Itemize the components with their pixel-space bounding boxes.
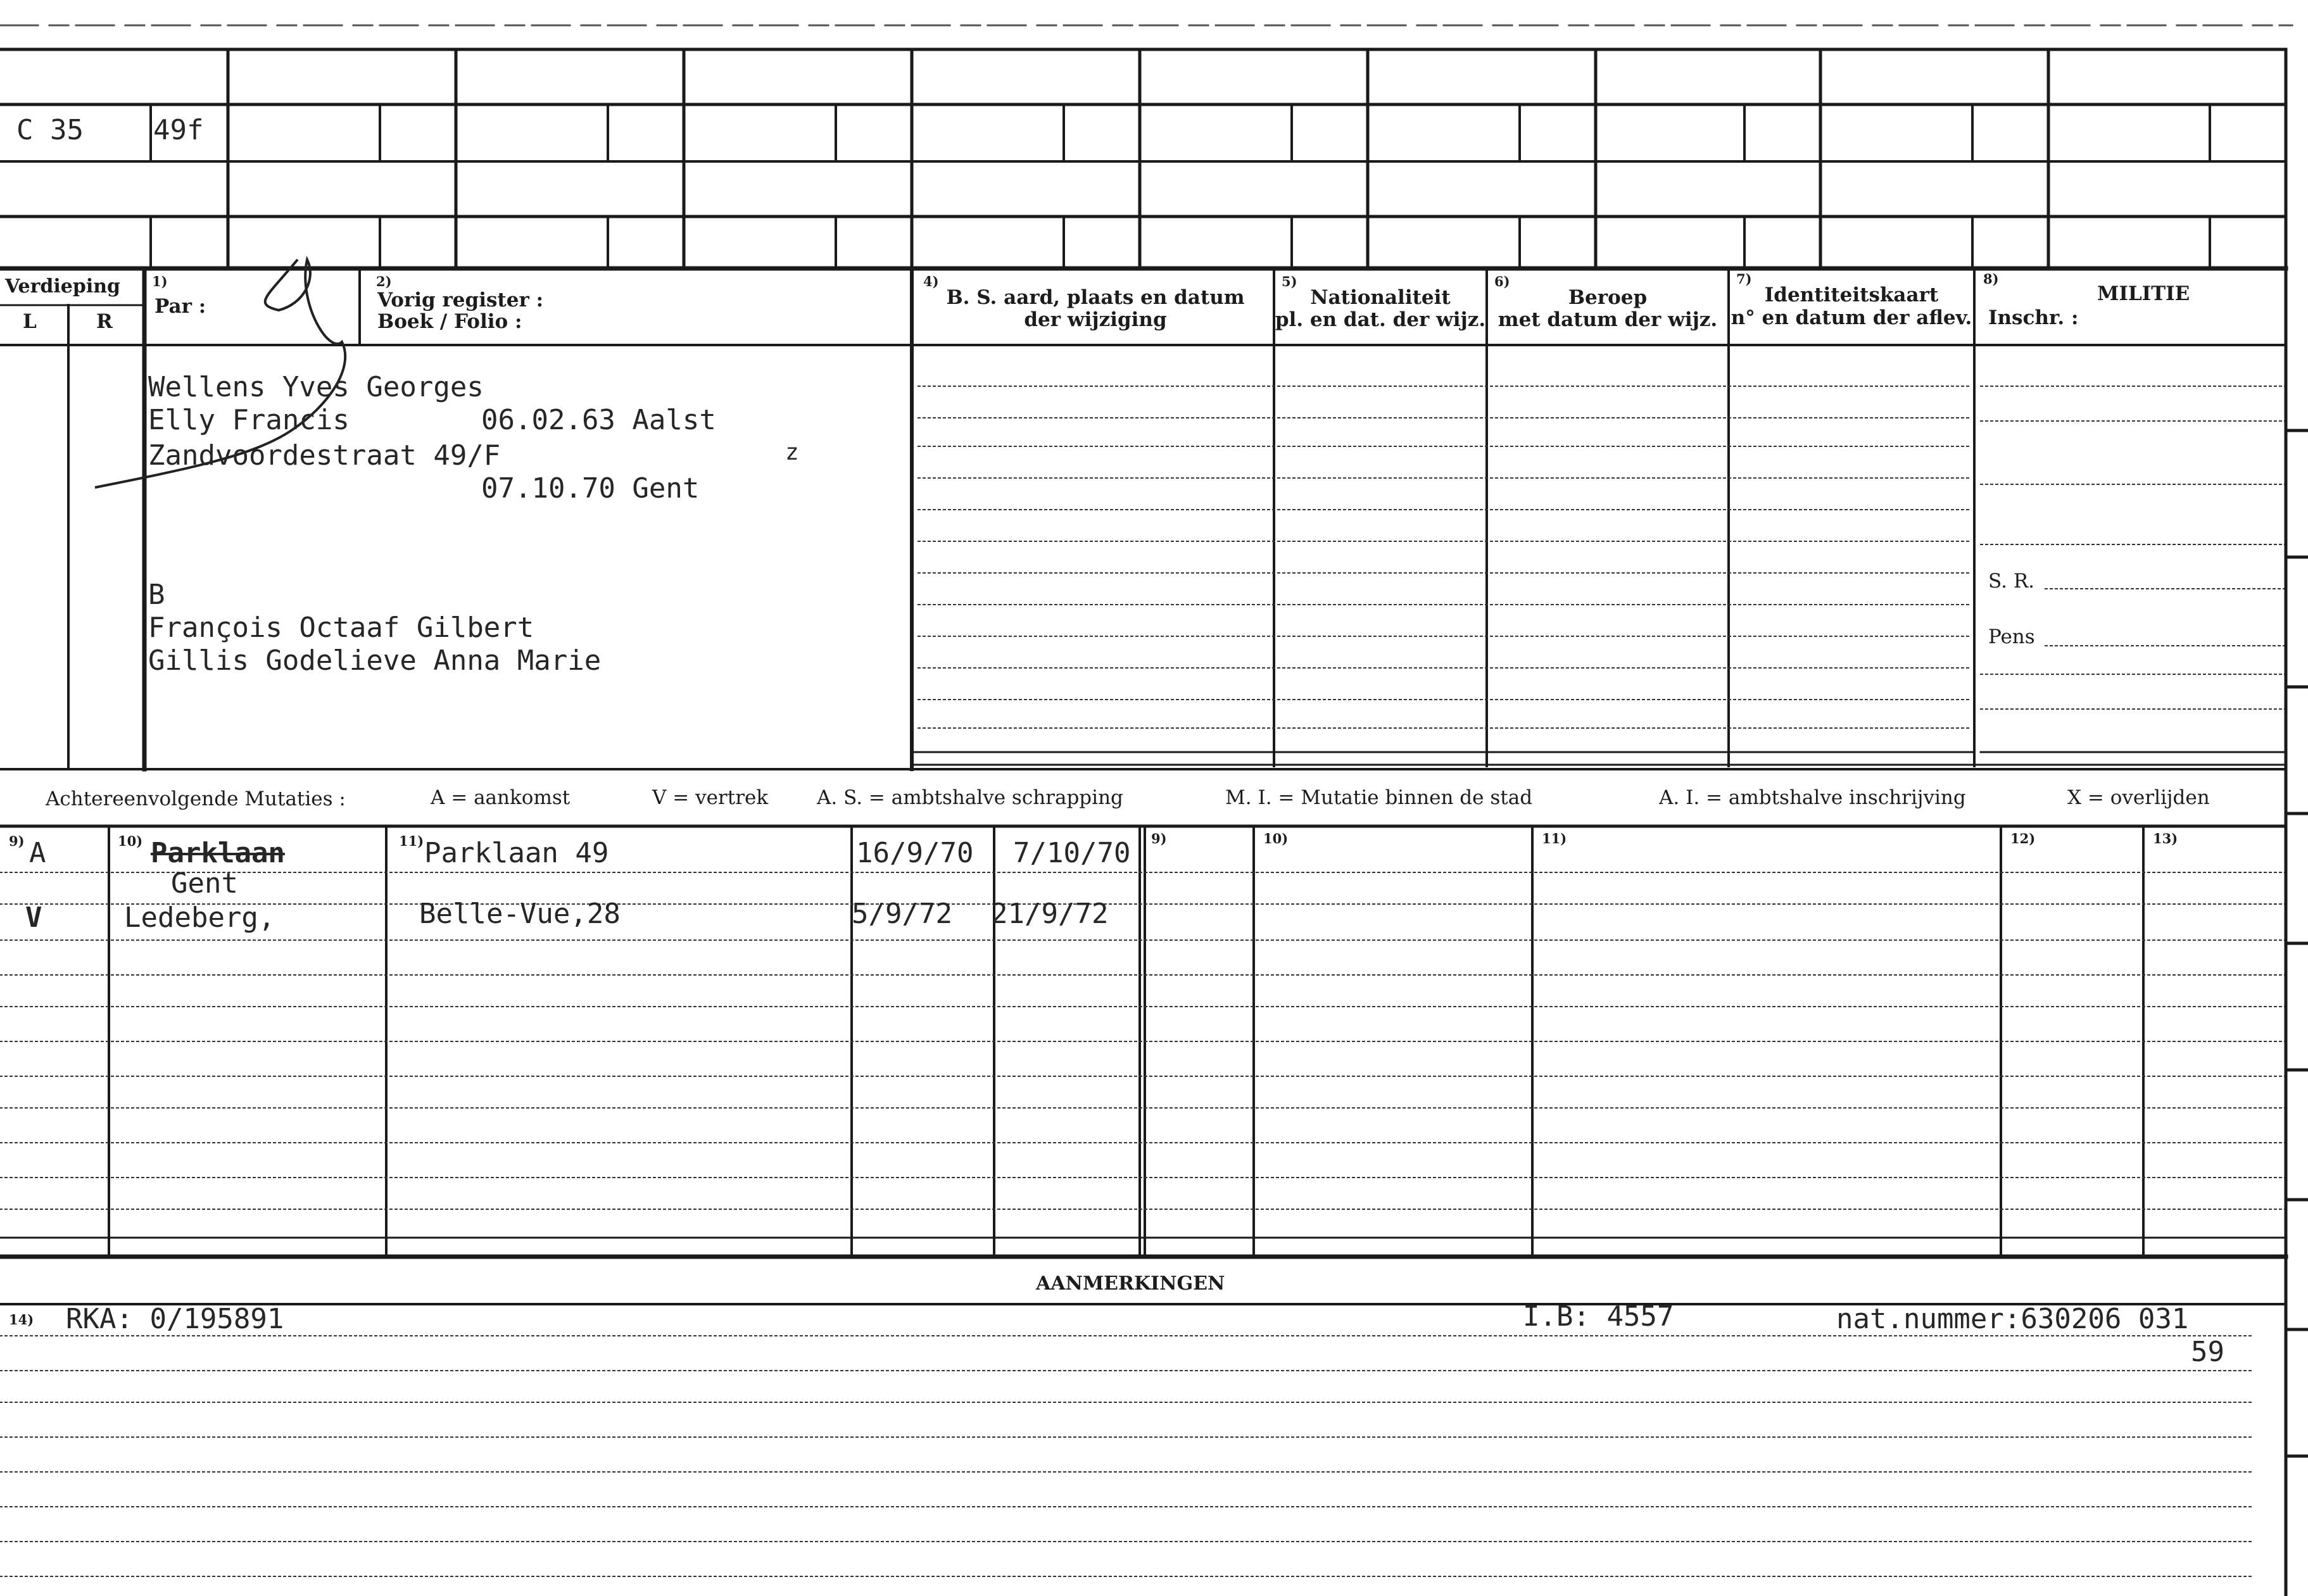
pens-label: Pens — [1988, 625, 2035, 648]
col10b-number: 10) — [1263, 831, 1289, 846]
rka-number: RKA: 0/195891 — [66, 1303, 284, 1335]
mutation-1-place: Gent — [171, 867, 238, 900]
mutation-2-date2: 21/9/72 — [991, 898, 1109, 930]
father-name: François Octaaf Gilbert — [148, 612, 534, 644]
folio-code: 49f — [153, 114, 204, 146]
legend-ai: A. I. = ambtshalve inschrijving — [1659, 786, 1966, 809]
identiteitskaart-label: Identiteitskaart — [1764, 284, 1939, 306]
legend-v: V = vertrek — [652, 786, 769, 809]
mutaties-title: Achtereenvolgende Mutaties : — [46, 788, 346, 810]
register-code: C 35 — [16, 114, 84, 146]
z-mark: z — [785, 439, 799, 465]
militie-title: MILITIE — [2097, 282, 2190, 305]
inschr-label: Inschr. : — [1988, 306, 2079, 329]
boek-folio-label: Boek / Folio : — [377, 310, 522, 333]
mutation-2-place: Ledeberg, — [124, 902, 275, 934]
col9b-number: 9) — [1151, 831, 1167, 846]
col6-number: 6) — [1494, 273, 1510, 289]
person-name: Wellens Yves Georges — [148, 371, 484, 403]
nationaliteit-label: Nationaliteit — [1310, 286, 1451, 309]
sr-label: S. R. — [1988, 570, 2035, 593]
col11-number: 11) — [399, 833, 424, 849]
identiteitskaart-sub: n° en datum der aflev. — [1731, 306, 1972, 329]
col5-number: 5) — [1282, 273, 1297, 289]
person-line2: Elly Francis — [148, 404, 350, 436]
legend-x: X = overlijden — [2067, 786, 2210, 809]
col9-number: 9) — [9, 833, 25, 849]
col4-title: B. S. aard, plaats en datum — [946, 286, 1245, 309]
ib-number: I.B: 4557 — [1523, 1300, 1674, 1333]
legend-a: A = aankomst — [431, 786, 571, 809]
mother-name: Gillis Godelieve Anna Marie — [148, 644, 602, 677]
nationaliteit-sub: pl. en dat. der wijz. — [1275, 308, 1486, 331]
mutation-2-address: Belle-Vue,28 — [419, 898, 621, 930]
vorig-register-label: Vorig register : — [377, 289, 544, 311]
col11b-number: 11) — [1542, 831, 1567, 846]
col12b-number: 12) — [2010, 831, 2036, 846]
mutation-2-type: V — [25, 902, 42, 934]
mutation-2-date1: 5/9/72 — [852, 898, 952, 930]
col10-number: 10) — [118, 833, 143, 849]
mutation-1-date1: 16/9/70 — [856, 837, 974, 869]
b-mark: B — [148, 579, 165, 611]
col7-number: 7) — [1736, 271, 1752, 287]
col1-number: 1) — [152, 273, 168, 289]
col2-number: 2) — [376, 273, 392, 289]
floor-right-label: R — [96, 310, 113, 333]
aanmerkingen-title: AANMERKINGEN — [1036, 1272, 1225, 1295]
col8-number: 8) — [1983, 271, 1999, 287]
birth-info: 06.02.63 Aalst — [481, 404, 716, 436]
legend-as: A. S. = ambtshalve schrapping — [817, 786, 1123, 809]
mutation-1-type: A — [29, 837, 46, 869]
col13b-number: 13) — [2153, 831, 2178, 846]
address: Zandvoordestraat 49/F — [148, 439, 501, 472]
mutation-1-date2: 7/10/70 — [1013, 837, 1131, 869]
registration-date: 07.10.70 Gent — [481, 472, 700, 505]
col4-subtitle: der wijziging — [1024, 308, 1167, 331]
national-number: nat.nummer:630206 031 — [1836, 1303, 2189, 1335]
beroep-label: Beroep — [1568, 286, 1648, 309]
col4-number: 4) — [923, 273, 939, 289]
remarks-number: 14) — [9, 1312, 34, 1328]
mutation-1-place-struck: Parklaan — [151, 837, 285, 869]
beroep-sub: met datum der wijz. — [1498, 308, 1718, 331]
national-number-suffix: 59 — [2191, 1336, 2224, 1368]
par-label: Par : — [154, 295, 206, 318]
legend-mi: M. I. = Mutatie binnen de stad — [1225, 786, 1533, 809]
verdieping-label: Verdieping — [5, 275, 121, 298]
mutation-1-address: Parklaan 49 — [424, 837, 609, 869]
floor-left-label: L — [23, 310, 37, 333]
